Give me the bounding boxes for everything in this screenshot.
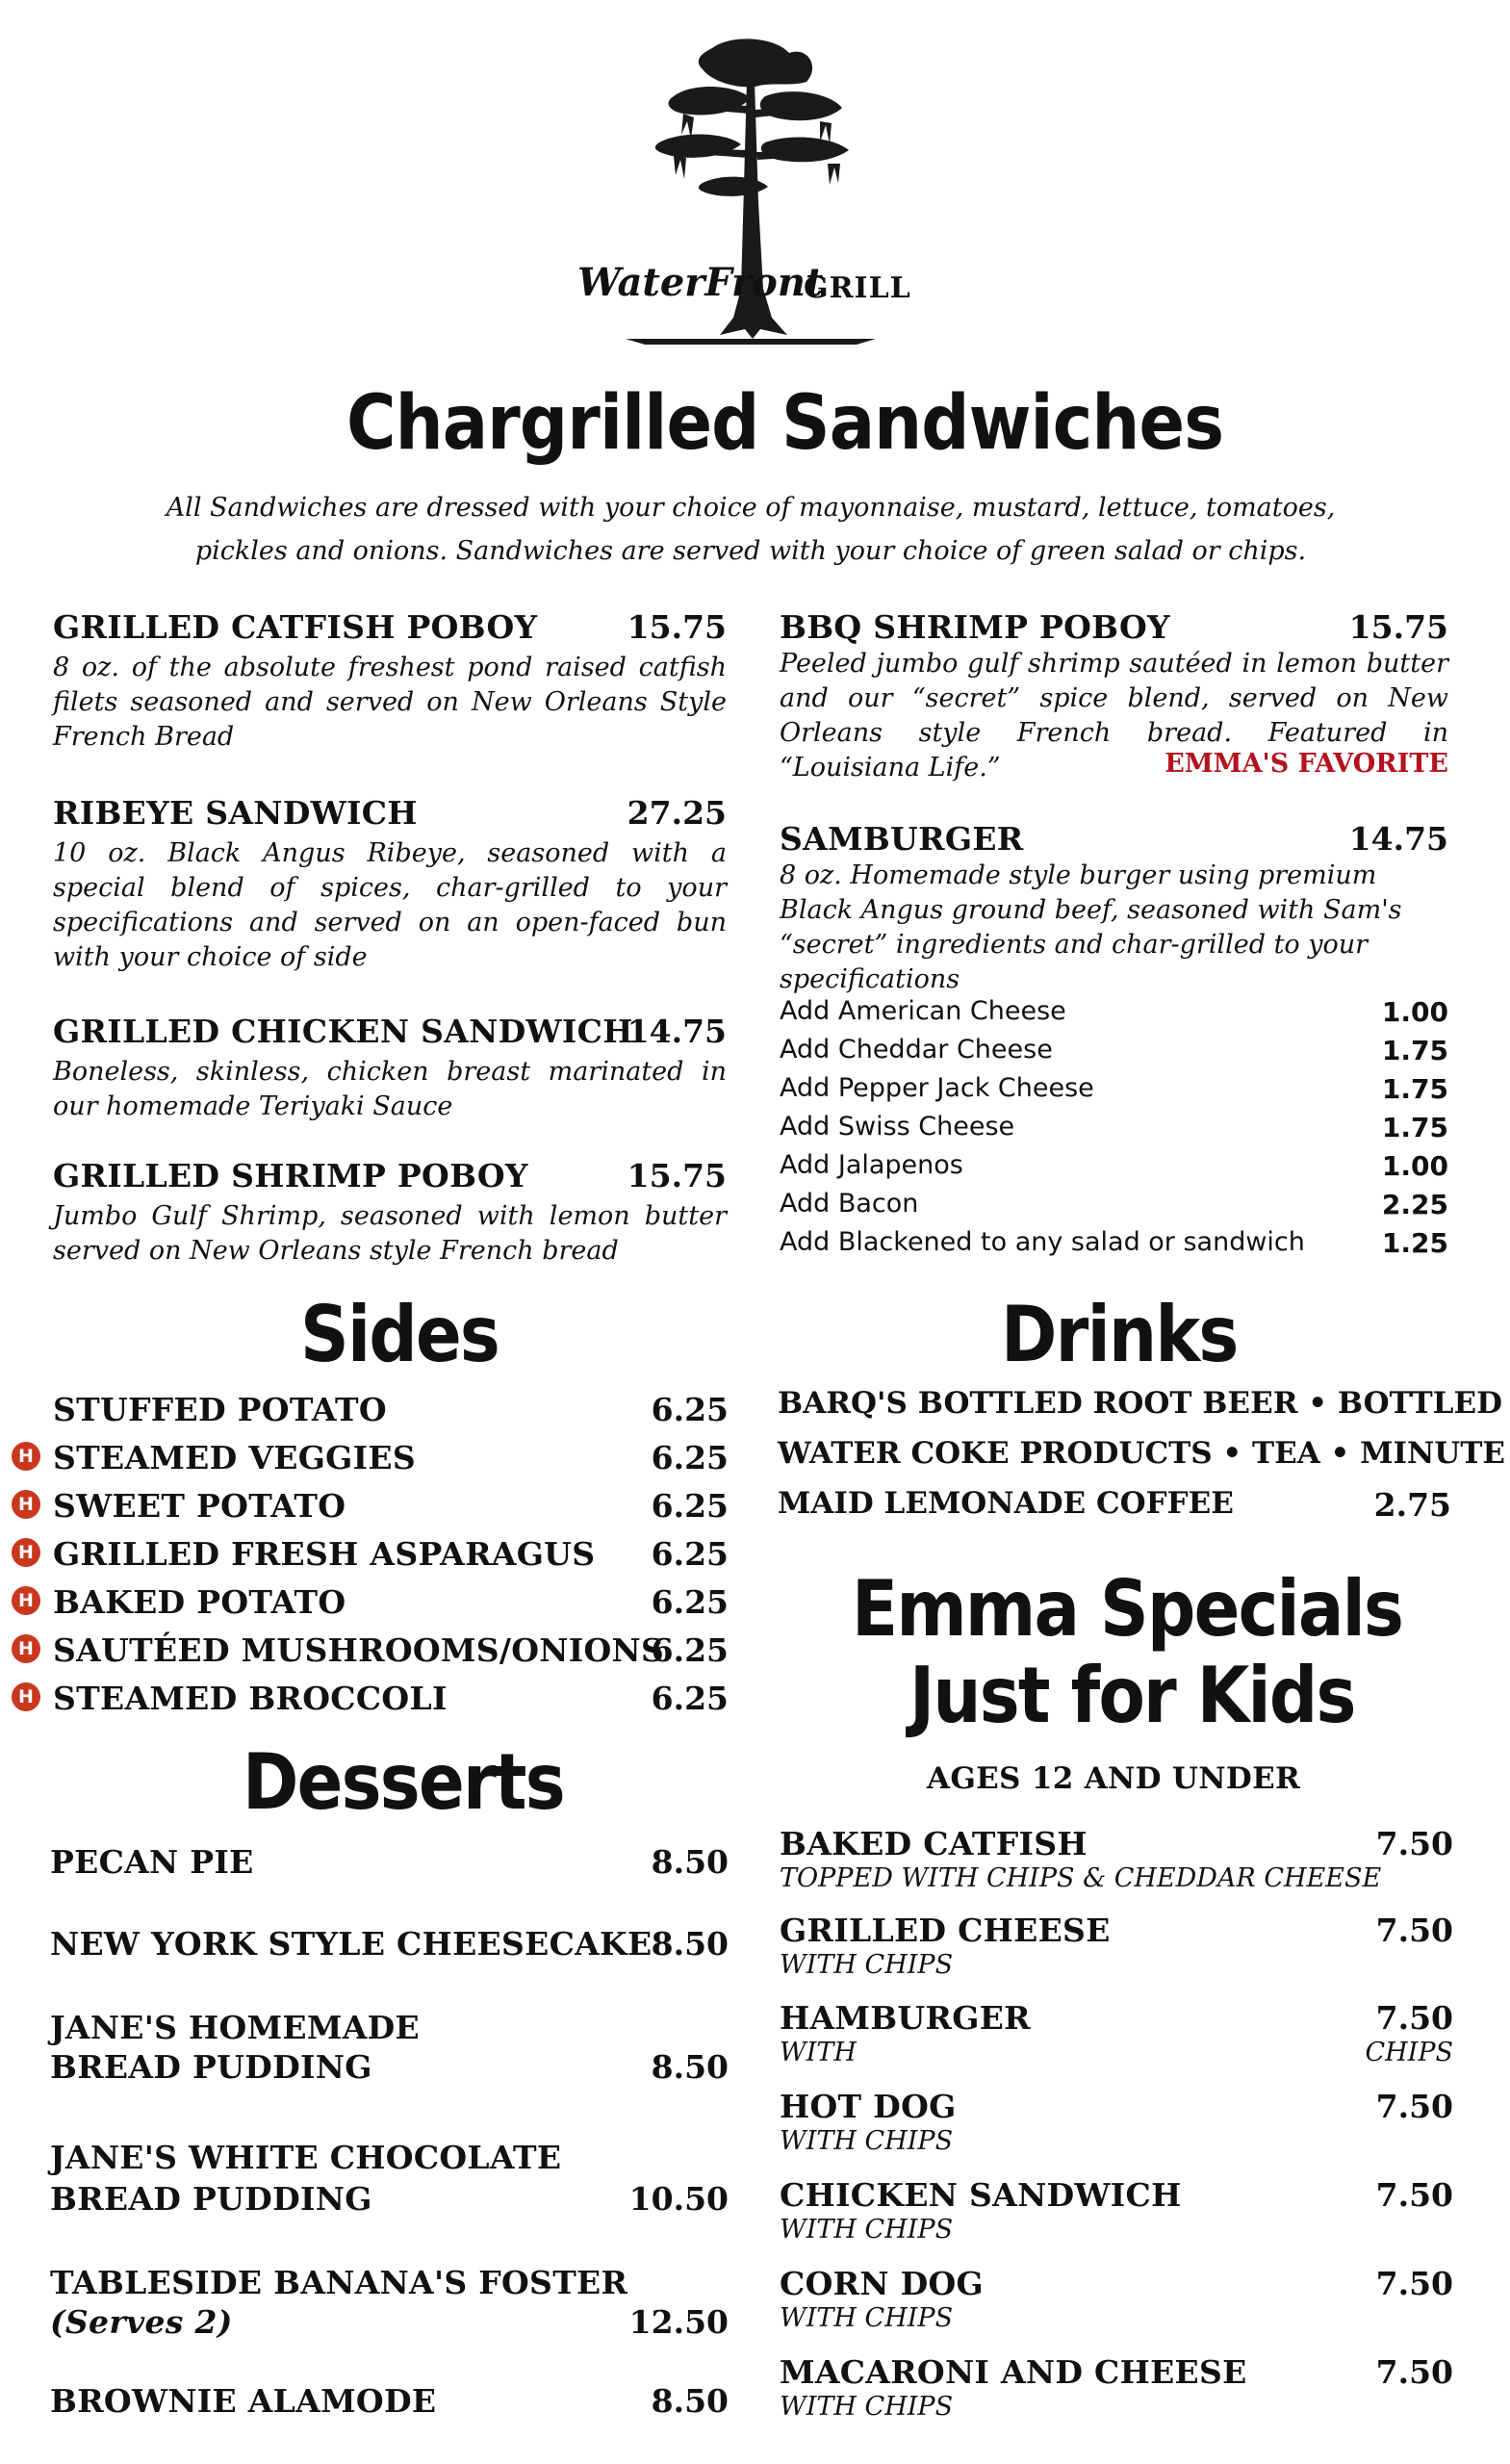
side-price: 6.25 <box>651 1487 729 1525</box>
item-price: 15.75 <box>1348 608 1448 646</box>
dessert-price: 8.50 <box>651 2382 729 2420</box>
side-name: STEAMED VEGGIES <box>53 1439 416 1476</box>
cypress-tree-icon <box>568 29 934 366</box>
side-name: STEAMED BROCCOLI <box>53 1680 448 1717</box>
side-price: 6.25 <box>651 1583 729 1621</box>
logo-script-text: WaterFront <box>577 260 824 305</box>
healthy-choice-icon: H <box>12 1682 40 1711</box>
kids-item-price: 7.50 <box>1375 2353 1453 2391</box>
desserts-title: Desserts <box>243 1737 564 1827</box>
side-name: STUFFED POTATO <box>53 1391 387 1428</box>
intro-line-1: All Sandwiches are dressed with your choice of mayonnaise, mustard, lettuce, tomatoes, <box>166 493 1336 523</box>
kids-ages-note: AGES 12 AND UNDER <box>927 1761 1301 1796</box>
emmas-favorite-badge: EMMA'S FAVORITE <box>1164 749 1448 779</box>
healthy-choice-icon: H <box>12 1490 40 1519</box>
kids-item-price: 7.50 <box>1375 1999 1453 2037</box>
kids-item-description: WITH <box>780 2038 857 2067</box>
addon-price: 1.00 <box>1381 1150 1448 1182</box>
kids-item-name: MACARONI AND CHEESE <box>780 2353 1247 2391</box>
item-name: SAMBURGER <box>780 820 1024 858</box>
healthy-choice-icon: H <box>12 1442 40 1471</box>
logo-grill-text: GRILL <box>804 271 911 305</box>
kids-item-name: GRILLED CHEESE <box>780 1912 1111 1949</box>
dessert-price: 10.50 <box>628 2180 729 2218</box>
healthy-choice-icon: H <box>12 1538 40 1567</box>
kids-title-line1: Emma Specials <box>852 1564 1403 1654</box>
dessert-name: JANE'S WHITE CHOCOLATE <box>50 2139 562 2176</box>
side-name: BAKED POTATO <box>53 1583 346 1621</box>
kids-item-price-note: CHIPS <box>1365 2038 1453 2067</box>
item-description: Jumbo Gulf Shrimp, seasoned with lemon butter served on New Orleans style French bread <box>53 1201 727 1266</box>
kids-item-name: BAKED CATFISH <box>780 1825 1088 1862</box>
item-name: BBQ SHRIMP POBOY <box>780 608 1170 646</box>
kids-menu-list <box>780 1825 1453 2441</box>
healthy-choice-icon: H <box>12 1586 40 1615</box>
addon-label: Add Blackened to any salad or sandwich <box>780 1227 1305 1257</box>
restaurant-logo <box>568 29 934 366</box>
kids-item-description: WITH CHIPS <box>780 2392 954 2422</box>
addon-label: Add American Cheese <box>780 996 1066 1026</box>
kids-item-description: WITH CHIPS <box>780 2303 954 2333</box>
kids-item-name: HOT DOG <box>780 2088 957 2125</box>
sandwiches-intro <box>77 486 1424 573</box>
addon-price: 1.75 <box>1381 1112 1448 1143</box>
kids-item-name: CORN DOG <box>780 2265 985 2302</box>
side-price: 6.25 <box>651 1631 729 1669</box>
dessert-name: JANE'S HOMEMADE <box>50 2009 420 2046</box>
drinks-line: BARQ'S BOTTLED ROOT BEER • BOTTLED <box>778 1386 1502 1421</box>
item-price: 14.75 <box>1348 820 1448 858</box>
intro-line-2: pickles and onions. Sandwiches are served with your choice of green salad or chips. <box>194 536 1307 566</box>
item-description: 8 oz. Homemade style burger using premium Black Angus ground beef, seasoned with Sam's “secret” ingredients and char-grilled to your specifications <box>780 860 1402 994</box>
addon-label: Add Cheddar Cheese <box>780 1035 1053 1065</box>
drinks-line: MAID LEMONADE COFFEE <box>778 1486 1234 1521</box>
item-name: RIBEYE SANDWICH <box>53 794 418 832</box>
side-name: SWEET POTATO <box>53 1487 346 1525</box>
side-price: 6.25 <box>651 1439 729 1476</box>
dessert-name-line2: BREAD PUDDING <box>50 2048 372 2086</box>
drinks-price: 2.75 <box>1373 1486 1451 1524</box>
dessert-name: BROWNIE ALAMODE <box>50 2382 437 2420</box>
addon-label: Add Swiss Cheese <box>780 1112 1015 1142</box>
dessert-price: 12.50 <box>628 2303 729 2341</box>
kids-item-price: 7.50 <box>1375 2088 1453 2125</box>
dessert-price: 8.50 <box>651 1843 729 1881</box>
desserts-list <box>50 1843 729 2421</box>
addon-label: Add Bacon <box>780 1189 919 1219</box>
item-price: 14.75 <box>627 1013 727 1050</box>
item-name: GRILLED SHRIMP POBOY <box>53 1157 528 1194</box>
kids-item-name: HAMBURGER <box>780 1999 1031 2037</box>
side-price: 6.25 <box>651 1680 729 1717</box>
item-price: 15.75 <box>627 1157 727 1194</box>
addon-label: Add Jalapenos <box>780 1150 963 1180</box>
kids-item-name: CHICKEN SANDWICH <box>780 2176 1182 2214</box>
dessert-price: 8.50 <box>651 2048 729 2086</box>
addon-price: 1.75 <box>1381 1073 1448 1105</box>
kids-item-description: WITH CHIPS <box>780 2126 954 2156</box>
dessert-name: NEW YORK STYLE CHEESECAKE <box>50 1925 653 1963</box>
item-description: 8 oz. of the absolute freshest pond raised catfish filets seasoned and served on New Orleans Style French Bread <box>53 653 727 752</box>
sides-title: Sides <box>300 1290 499 1379</box>
side-name: SAUTÉED MUSHROOMS/ONIONS <box>53 1631 665 1669</box>
kids-item-price: 7.50 <box>1375 2265 1453 2302</box>
item-name: GRILLED CATFISH POBOY <box>53 608 538 646</box>
dessert-price: 8.50 <box>651 1925 729 1963</box>
addon-price: 1.25 <box>1381 1227 1448 1259</box>
side-price: 6.25 <box>651 1391 729 1428</box>
side-name: GRILLED FRESH ASPARAGUS <box>53 1535 596 1573</box>
addon-price: 2.25 <box>1381 1189 1448 1220</box>
kids-item-description: TOPPED WITH CHIPS & CHEDDAR CHEESE <box>780 1863 1382 1893</box>
drinks-title: Drinks <box>1001 1290 1238 1379</box>
addon-price: 1.75 <box>1381 1035 1448 1066</box>
healthy-choice-icon: H <box>12 1634 40 1663</box>
side-price: 6.25 <box>651 1535 729 1573</box>
kids-title-line2: Just for Kids <box>909 1651 1355 1740</box>
item-description: 10 oz. Black Angus Ribeye, seasoned with a special blend of spices, char-grilled to your specifications and served on an open-faced bun with your choice of side <box>53 838 727 972</box>
kids-item-description: WITH CHIPS <box>780 1950 954 1980</box>
dessert-name-line2: BREAD PUDDING <box>50 2180 372 2218</box>
item-price: 15.75 <box>627 608 727 646</box>
dessert-name-line2: (Serves 2) <box>50 2303 233 2341</box>
item-price: 27.25 <box>627 794 727 832</box>
kids-item-description: WITH CHIPS <box>780 2215 954 2245</box>
item-name: GRILLED CHICKEN SANDWICH <box>53 1013 633 1050</box>
sandwiches-title: Chargrilled Sandwiches <box>346 380 1224 467</box>
kids-item-price: 7.50 <box>1375 1825 1453 1862</box>
dessert-name: PECAN PIE <box>50 1843 254 1881</box>
dessert-name: TABLESIDE BANANA'S FOSTER <box>50 2264 628 2301</box>
item-description: Boneless, skinless, chicken breast marinated in our homemade Teriyaki Sauce <box>53 1057 727 1121</box>
addon-price: 1.00 <box>1381 996 1448 1028</box>
addon-label: Add Pepper Jack Cheese <box>780 1073 1094 1103</box>
kids-item-price: 7.50 <box>1375 2176 1453 2214</box>
kids-item-price: 7.50 <box>1375 1912 1453 1949</box>
item-description: Peeled jumbo gulf shrimp sautéed in lemon butter and our “secret” spice blend, served on New Orleans style French bread. Featured in “Louisiana Life.” <box>780 649 1448 783</box>
drinks-line: WATER COKE PRODUCTS • TEA • MINUTE <box>778 1436 1506 1471</box>
